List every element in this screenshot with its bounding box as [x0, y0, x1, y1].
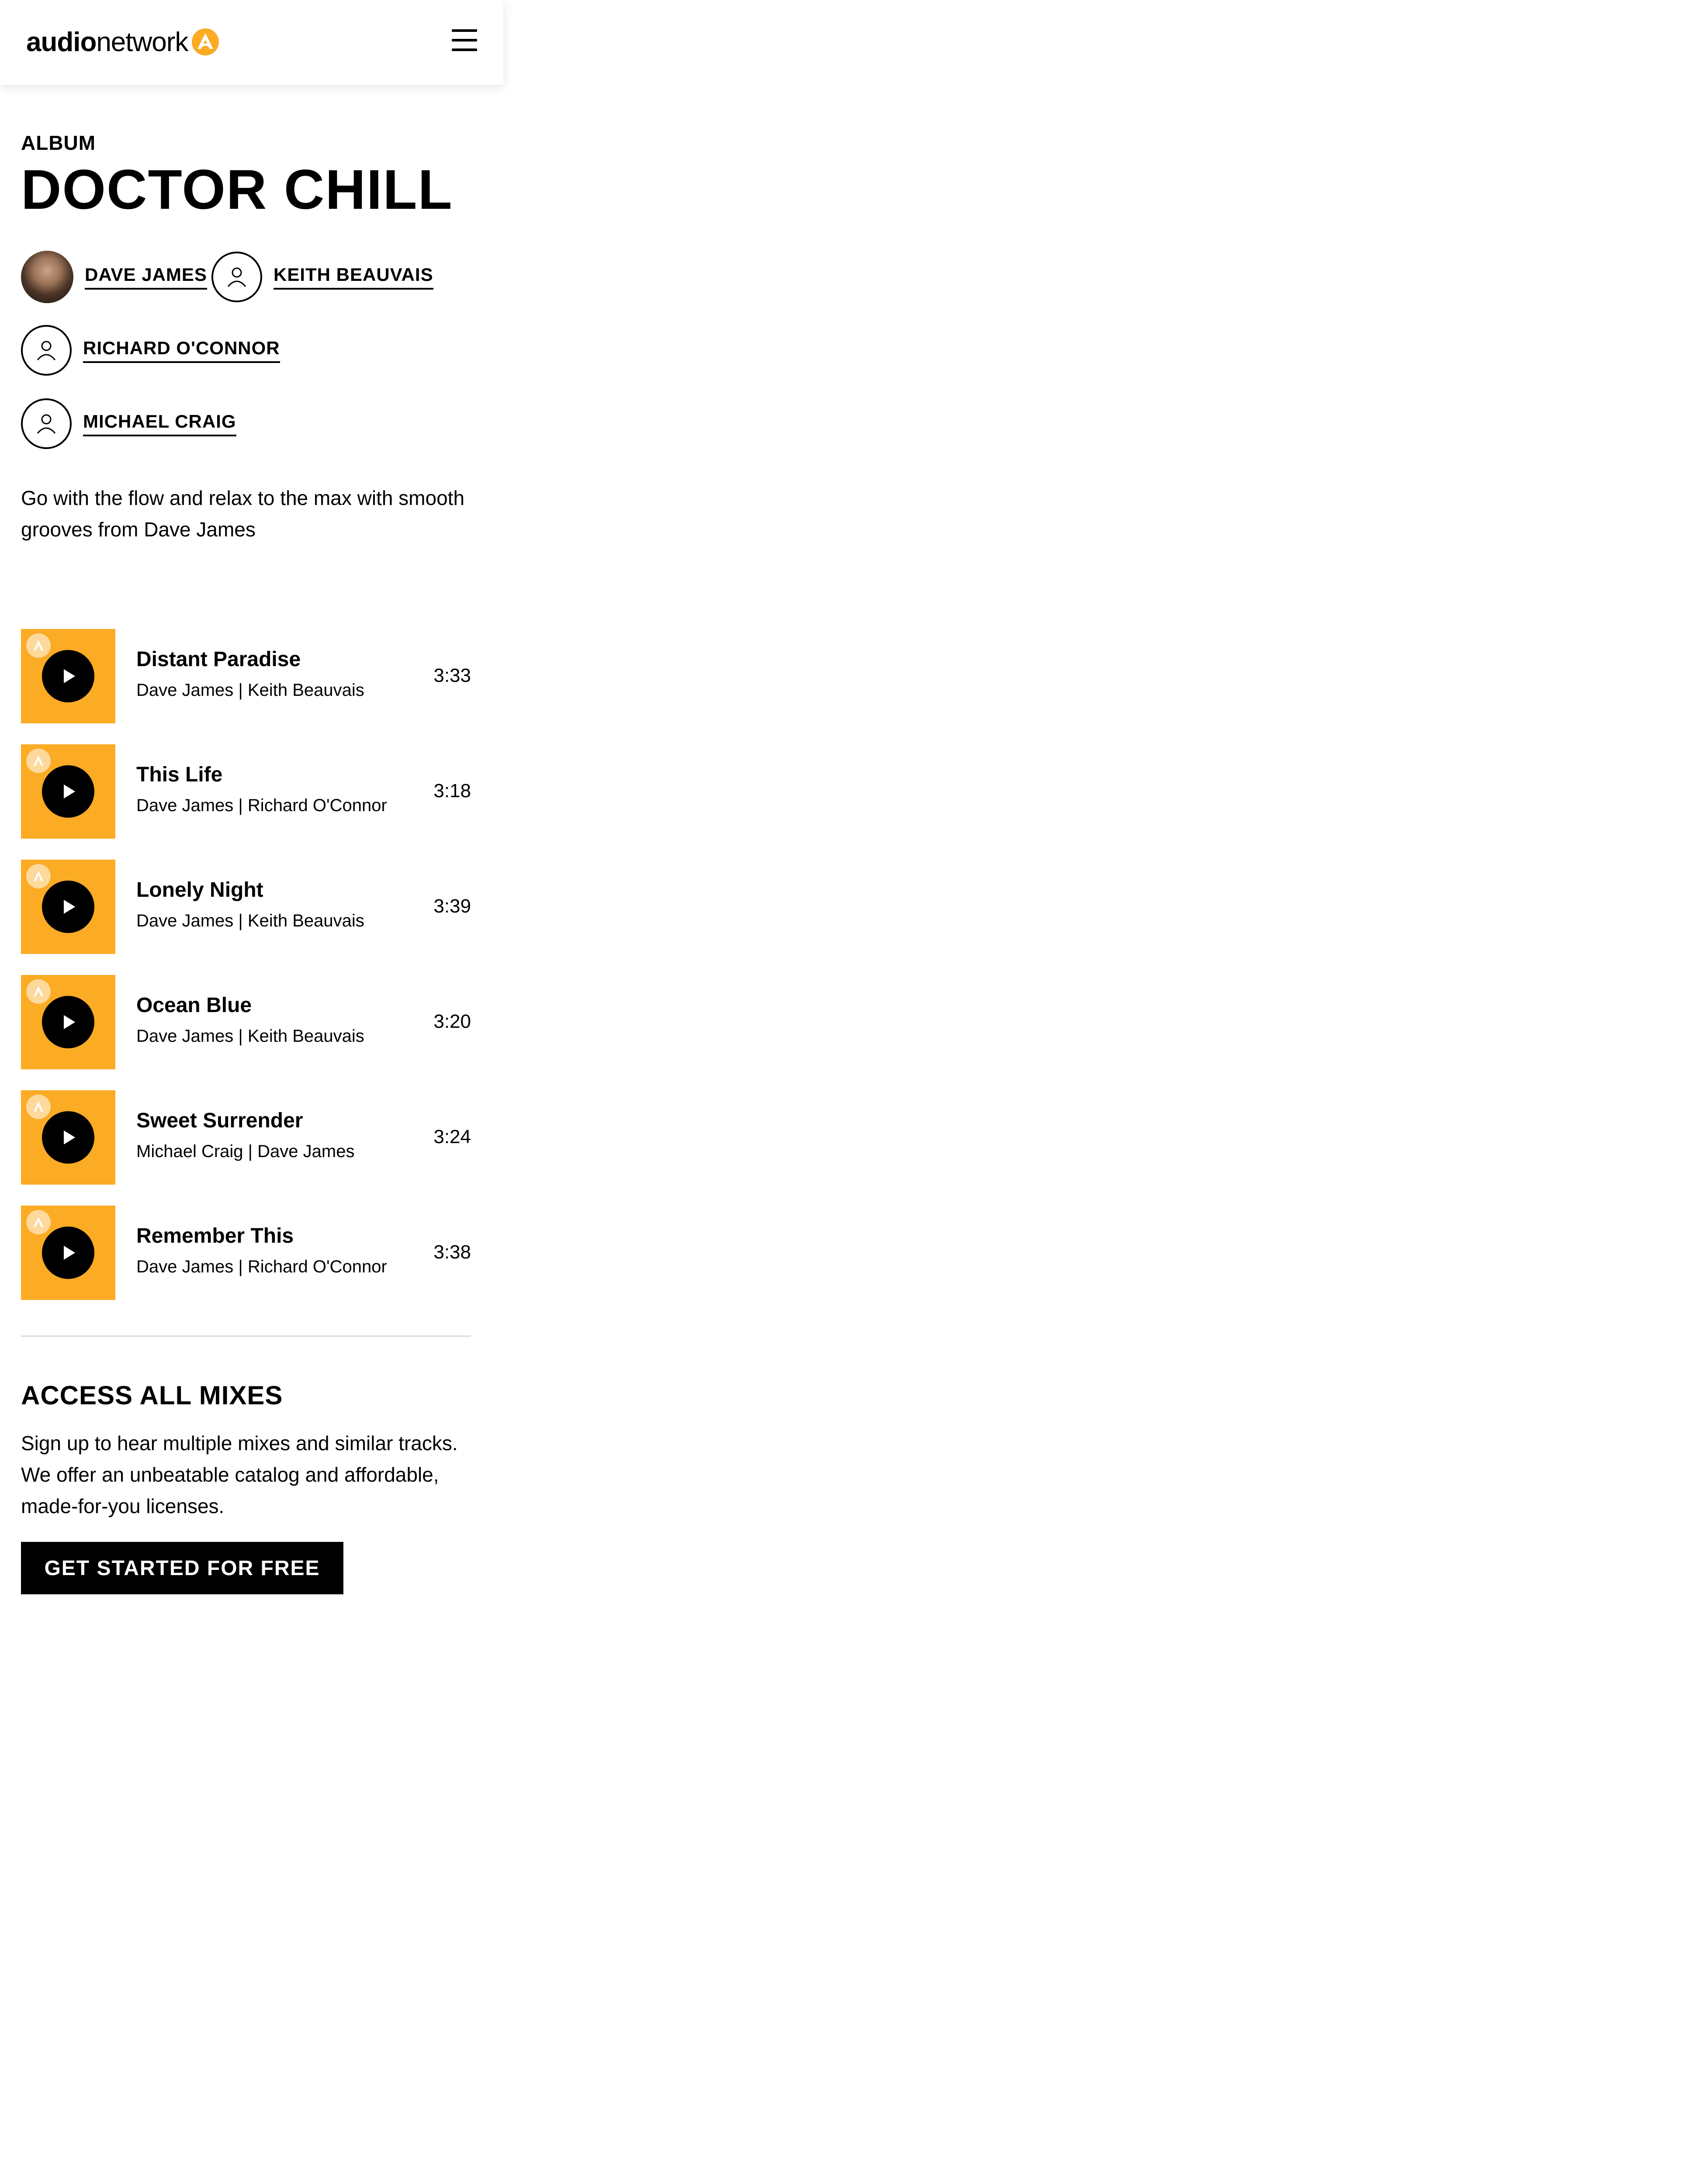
play-icon[interactable] — [42, 1227, 94, 1279]
artist-link-dave-james[interactable] — [21, 251, 207, 303]
person-icon — [21, 325, 72, 376]
artist-name: RICHARD O'CONNOR — [83, 338, 280, 363]
track-row[interactable] — [21, 860, 471, 954]
play-icon[interactable] — [42, 996, 94, 1048]
artist-name: DAVE JAMES — [85, 264, 207, 290]
artist-link-richard-oconnor[interactable] — [21, 325, 280, 376]
play-icon[interactable] — [42, 765, 94, 818]
artist-name: MICHAEL CRAIG — [83, 411, 236, 436]
artist-link-keith-beauvais[interactable] — [211, 252, 433, 302]
audio-network-logo[interactable] — [26, 24, 219, 59]
album-title: DOCTOR CHILL — [21, 159, 453, 221]
track-row[interactable] — [21, 629, 471, 723]
track-artists: Michael Craig | Dave James — [136, 1142, 355, 1161]
audio-network-badge-icon — [26, 749, 51, 773]
track-artists: Dave James | Keith Beauvais — [136, 681, 364, 700]
audio-network-badge-icon — [26, 864, 51, 888]
album-description: Go with the flow and relax to the max with smooth grooves from Dave James — [21, 487, 465, 541]
person-icon — [211, 252, 262, 302]
track-duration: 3:20 — [433, 1011, 471, 1032]
play-icon[interactable] — [42, 650, 94, 702]
track-title[interactable]: Lonely Night — [136, 878, 263, 902]
access-mixes-text: Sign up to hear multiple mixes and similar tracks. We offer an unbeatable catalog and affordable, made-for-you licenses. — [21, 1432, 458, 1517]
track-duration: 3:18 — [433, 780, 471, 802]
track-artwork[interactable] — [21, 1206, 115, 1300]
site-header — [0, 0, 503, 85]
album-label: ALBUM — [21, 131, 96, 154]
divider — [21, 1335, 471, 1337]
audio-network-badge-icon — [26, 633, 51, 658]
hamburger-menu-icon[interactable] — [452, 29, 477, 51]
audio-network-badge-icon — [26, 1095, 51, 1119]
track-artists: Dave James | Richard O'Connor — [136, 796, 387, 815]
get-started-button[interactable]: GET STARTED FOR FREE — [21, 1542, 343, 1594]
play-icon[interactable] — [42, 1111, 94, 1164]
track-artwork[interactable] — [21, 975, 115, 1069]
track-duration: 3:38 — [433, 1241, 471, 1263]
track-duration: 3:39 — [433, 895, 471, 917]
track-artwork[interactable] — [21, 1090, 115, 1185]
track-artists: Dave James | Richard O'Connor — [136, 1257, 387, 1276]
track-duration: 3:24 — [433, 1126, 471, 1147]
track-title[interactable]: Distant Paradise — [136, 648, 301, 671]
audio-network-logo-mark-icon — [191, 28, 219, 56]
track-title[interactable]: This Life — [136, 763, 223, 786]
track-duration: 3:33 — [433, 665, 471, 686]
track-row[interactable] — [21, 1090, 471, 1185]
track-row[interactable] — [21, 744, 471, 839]
track-artists: Dave James | Keith Beauvais — [136, 911, 364, 930]
track-artwork[interactable] — [21, 744, 115, 839]
track-artwork[interactable] — [21, 629, 115, 723]
track-row[interactable] — [21, 1206, 471, 1300]
track-artists: Dave James | Keith Beauvais — [136, 1026, 364, 1046]
play-icon[interactable] — [42, 881, 94, 933]
audio-network-badge-icon — [26, 1210, 51, 1234]
artist-link-michael-craig[interactable] — [21, 398, 236, 449]
artist-name: KEITH BEAUVAIS — [274, 264, 433, 290]
track-row[interactable] — [21, 975, 471, 1069]
track-title[interactable]: Sweet Surrender — [136, 1109, 303, 1132]
logo-text-light: network — [96, 27, 188, 57]
track-artwork[interactable] — [21, 860, 115, 954]
audio-network-badge-icon — [26, 979, 51, 1004]
track-title[interactable]: Remember This — [136, 1224, 294, 1248]
access-mixes-heading: ACCESS ALL MIXES — [21, 1381, 283, 1410]
logo-text-bold: audio — [26, 27, 97, 57]
track-title[interactable]: Ocean Blue — [136, 994, 252, 1017]
artist-avatar-photo — [21, 251, 73, 303]
person-icon — [21, 398, 72, 449]
